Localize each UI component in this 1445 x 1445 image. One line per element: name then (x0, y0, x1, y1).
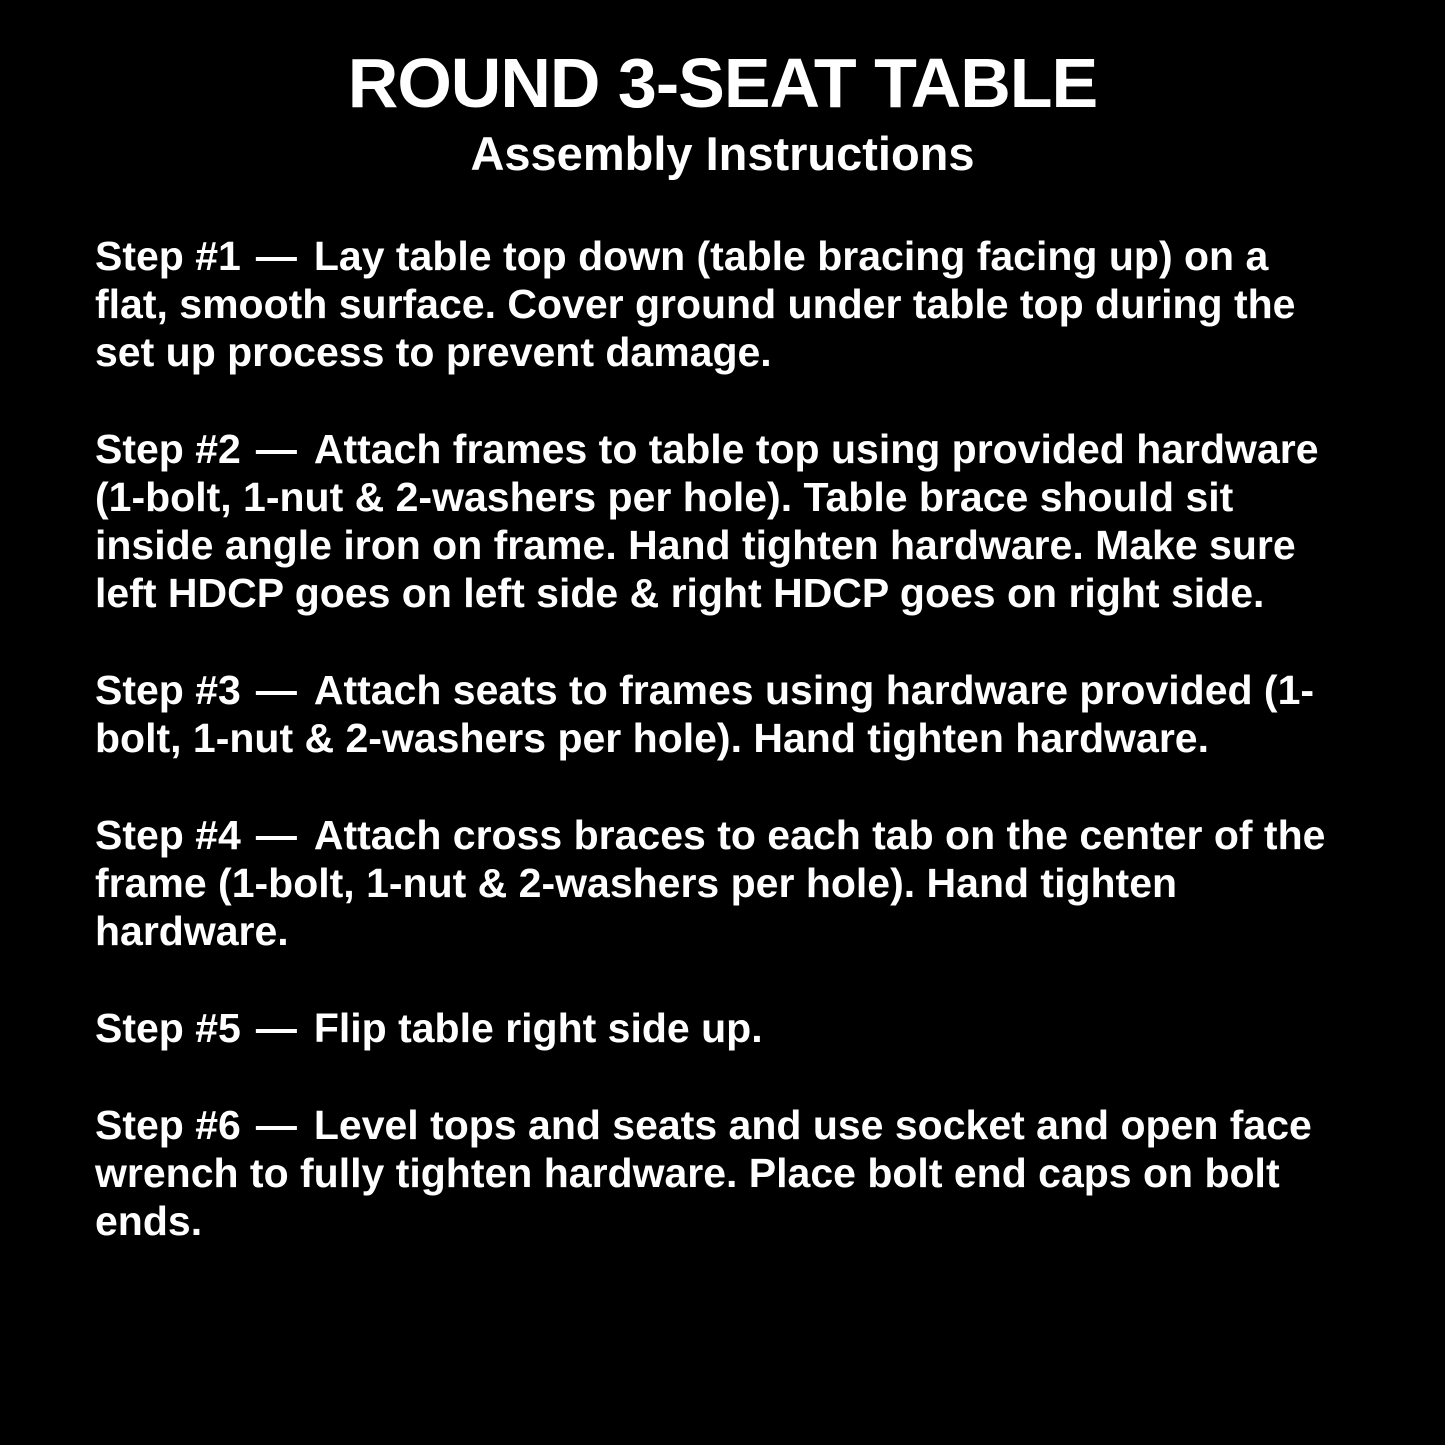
step-5-dash: — (255, 1005, 297, 1052)
step-3-dash: — (255, 667, 297, 714)
step-5-label: Step #5 (95, 1005, 241, 1052)
step-3-label: Step #3 (95, 667, 241, 714)
step-3-text: Attach seats to frames using hardware provided (1-bolt, 1-nut & 2-washers per hole). Hand tighten hardware. (95, 667, 1315, 762)
step-5 (95, 1004, 1350, 1052)
step-3 (95, 666, 1350, 762)
steps-list (95, 232, 1350, 1245)
step-6-label: Step #6 (95, 1102, 241, 1149)
step-5-text: Flip table right side up. (313, 1005, 763, 1052)
step-6 (95, 1101, 1350, 1245)
page-title: ROUND 3-SEAT TABLE (347, 44, 1098, 122)
header (95, 46, 1350, 180)
step-1-text: Lay table top down (table bracing facing up) on a flat, smooth surface. Cover ground under table top during the set up process to prevent damage. (95, 233, 1296, 376)
step-1-dash: — (255, 233, 297, 280)
step-4-label: Step #4 (95, 812, 241, 859)
step-4-dash: — (255, 812, 297, 859)
step-6-dash: — (255, 1102, 297, 1149)
step-2-label: Step #2 (95, 426, 241, 473)
step-1 (95, 232, 1350, 376)
step-4-text: Attach cross braces to each tab on the center of the frame (1-bolt, 1-nut & 2-washers per hole). Hand tighten hardware. (95, 812, 1326, 955)
step-2-text: Attach frames to table top using provided hardware (1-bolt, 1-nut & 2-washers per hole). Table brace should sit inside angle iron on frame. Hand tighten hardware. Make sure left HDCP goes on left side & right HDCP goes on right side. (95, 426, 1319, 617)
step-2 (95, 425, 1350, 617)
step-2-dash: — (255, 426, 297, 473)
step-4 (95, 811, 1350, 955)
page-subtitle: Assembly Instructions (470, 126, 975, 180)
step-1-label: Step #1 (95, 233, 241, 280)
step-6-text: Level tops and seats and use socket and open face wrench to fully tighten hardware. Place bolt end caps on bolt ends. (95, 1102, 1312, 1245)
